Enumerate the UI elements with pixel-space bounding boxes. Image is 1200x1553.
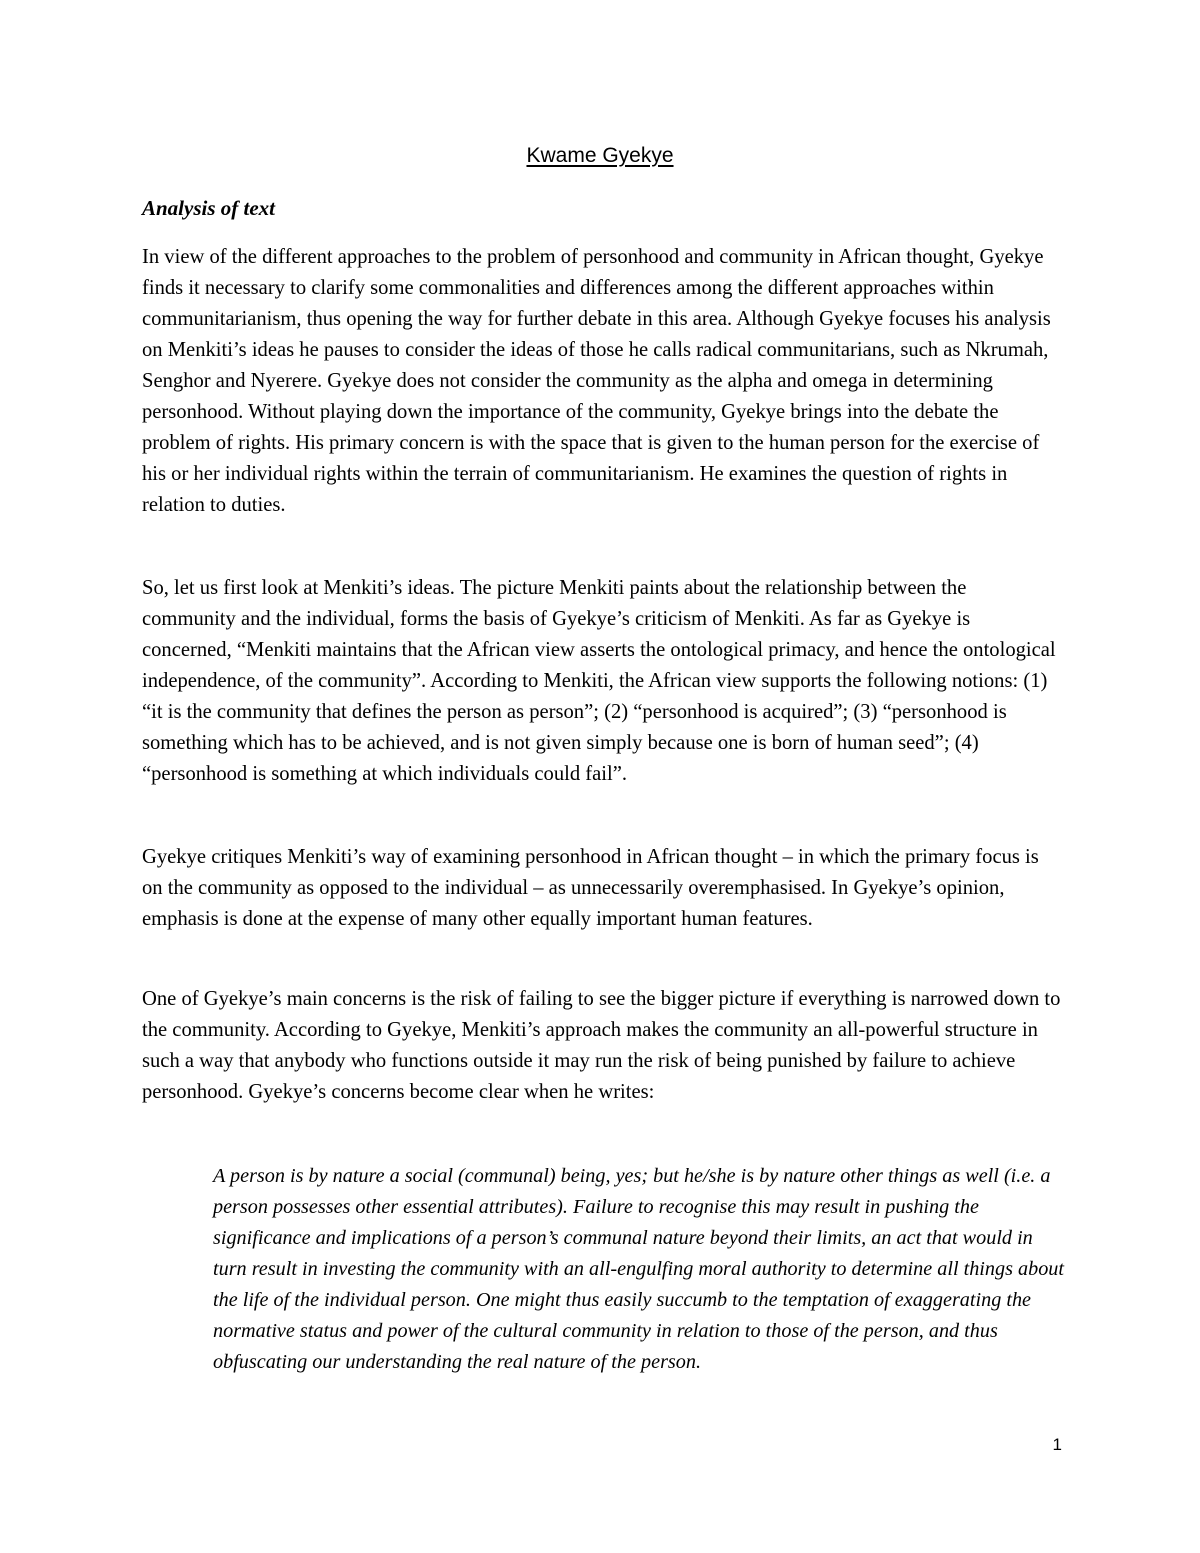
page-number: 1 [1052, 1435, 1062, 1454]
document-title: Kwame Gyekye [526, 144, 674, 167]
body-paragraph: So, let us first look at Menkiti’s ideas. The picture Menkiti paints about the relationship between the community and the individual, forms the basis of Gyekye’s criticism of Menkiti. As far as Gyekye is concerned, “Menkiti maintains that the African view asserts the ontological primacy, and hence the ontological independence, of the community”. According to Menkiti, the African view supports the following notions: (1) “it is the community that defines the person as person”; (2) “personhood is acquired”; (3) “personhood is something which has to be achieved, and is not given simply because one is born of human seed”; (4) “personhood is something at which individuals could fail”. [142, 577, 1056, 785]
body-paragraph: In view of the different approaches to the problem of personhood and community in African thought, Gyekye finds it necessary to clarify some commonalities and differences among the different approaches within communitarianism, thus opening the way for further debate in this area. Although Gyekye focuses his analysis on Menkiti’s ideas he pauses to consider the ideas of those he calls radical communitarians, such as Nkrumah, Senghor and Nyerere. Gyekye does not consider the community as the alpha and omega in determining personhood. Without playing down the importance of the community, Gyekye brings into the debate the problem of rights. His primary concern is with the space that is given to the human person for the exercise of his or her individual rights within the terrain of communitarianism. He examines the question of rights in relation to duties. [142, 246, 1051, 516]
section-heading: Analysis of text [142, 196, 276, 220]
body-paragraph: Gyekye critiques Menkiti’s way of examining personhood in African thought – in which the primary focus is on the community as opposed to the individual – as unnecessarily overemphasised. In Gyekye’s opinion, emphasis is done at the expense of many other equally important human features. [142, 846, 1039, 930]
body-paragraph: One of Gyekye’s main concerns is the risk of failing to see the bigger picture if everything is narrowed down to the community. According to Gyekye, Menkiti’s approach makes the community an all-powerful structure in such a way that anybody who functions outside it may run the risk of being punished by failure to achieve personhood. Gyekye’s concerns become clear when he writes: [142, 988, 1061, 1103]
block-quote: A person is by nature a social (communal) being, yes; but he/she is by nature other things as well (i.e. a person possesses other essential attributes). Failure to recognise this may result in pushing the significance and implications of a person’s communal nature beyond their limits, an act that would in turn result in investing the community with an all-engulfing moral authority to determine all things about the life of the individual person. One might thus easily succumb to the temptation of exaggerating the normative status and power of the cultural community in relation to those of the person, and thus obfuscating our understanding the real nature of the person. [213, 1165, 1064, 1373]
